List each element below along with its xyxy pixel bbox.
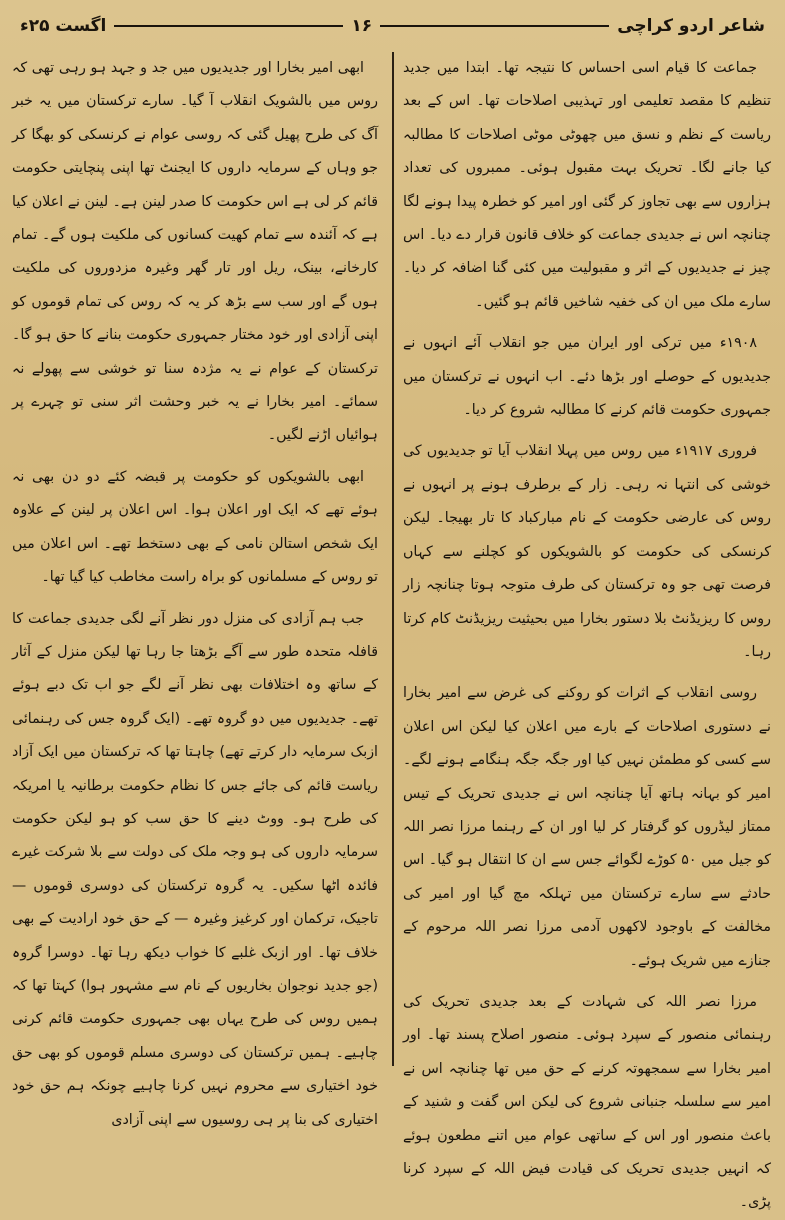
column-divider	[392, 52, 394, 1066]
header-rule	[380, 25, 609, 27]
paragraph: ابھی امیر بخارا اور جدیدیوں میں جد و جہد ہو رہی تھی کہ روس میں بالشویک انقلاب آ گیا۔ سارے ترکستان میں یہ خبر آگ کی طرح پھیل گئی کہ روسی عوام نے کرنسکی کو بھگا کر جو وہاں کے سرمایہ داروں کا ایجنٹ تھا اپنی پنچایتی حکومت قائم کر لی ہے اس حکومت کا صدر لینن ہے۔ لینن نے اعلان کیا ہے کہ آئندہ سے تمام کھیت کسانوں کی ملکیت ہوں گے۔ تمام کارخانے، بینک، ریل اور تار گھر وغیرہ مزدوروں کی ملکیت ہوں گے اور سب سے بڑھ کر یہ کہ روس کی تمام قوموں کو اپنی آزادی اور خود مختار جمہوری حکومت بنانے کا حق ہو گا۔ ترکستان کے عوام نے یہ مژدہ سنا تو خوشی سے پھولے نہ سمائے۔ امیر بخارا نے یہ خبر وحشت اثر سنی تو چہرے پر ہوائیاں اڑنے لگیں۔	[12, 60, 378, 444]
left-column	[12, 52, 378, 1128]
paragraph: جماعت کا قیام اسی احساس کا نتیجہ تھا۔ ابتدا میں جدید تنظیم کا مقصد تعلیمی اور تہذیبی اصلاحات تھا۔ اس کے بعد ریاست کے نظم و نسق میں چھوٹی موٹی اصلاحات کا مطالبہ کیا جانے لگا۔ تحریک بہت مقبول ہوئی۔ ممبروں کی تعداد ہزاروں سے بھی تجاوز کر گئی اور امیر کو خطرہ پیدا ہونے لگا چنانچہ اس نے جدیدی جماعت کو خلاف قانون قرار دے دیا۔ اس چیز نے جدیدیوں کے اثر و مقبولیت میں کئی گنا اضافہ کر دیا۔ سارے ملک میں ان کی خفیہ شاخیں قائم ہو گئیں۔	[403, 60, 771, 310]
paragraph: ابھی بالشویکوں کو حکومت پر قبضہ کئے دو دن بھی نہ ہوئے تھے کہ ایک اور اعلان ہوا۔ اس اعلان پر لینن کے علاوہ ایک شخص استالن نامی کے بھی دستخط تھے۔ اس اعلان میں تو روس کے مسلمانوں کو براہ راست مخاطب کیا گیا تھا۔	[12, 468, 378, 586]
paragraph: ۱۹۰۸ء میں ترکی اور ایران میں جو انقلاب آئے انہوں نے جدیدیوں کے حوصلے اور بڑھا دئے۔ اب انہوں نے ترکستان میں جمہوری حکومت قائم کرنے کا مطالبہ شروع کر دیا۔	[403, 335, 771, 419]
page-header	[20, 8, 765, 44]
paragraph: جب ہم آزادی کی منزل دور نظر آنے لگی جدیدی جماعت کا قافلہ متحدہ طور سے آگے بڑھتا جا رہا تھا لیکن منزل کے آثار کے ساتھ وہ اختلافات بھی نظر آنے لگے جو اب تک دبے ہوئے تھے۔ جدیدیوں میں دو گروہ تھے۔ (ایک گروہ جس کی رہنمائی ازبک سرمایہ دار کرتے تھے) چاہتا تھا کہ ترکستان میں ایک آزاد ریاست قائم کی جائے جس کا نظام حکومت برطانیہ یا امریکہ کی طرح ہو۔ ووٹ دینے کا حق سب کو ہو لیکن حکومت سرمایہ داروں کی ہو وجہ ملک کی دولت سے بلا شرکت غیرے فائدہ اٹھا سکیں۔ یہ گروہ ترکستان کی دوسری قوموں — تاجیک، ترکمان اور کرغیز وغیرہ — کے حق خود ارادیت کے بھی خلاف تھا۔ اور ازبک غلبے کا خواب دیکھ رہا تھا۔ دوسرا گروہ (جو جدید نوجوان بخاریوں کے نام سے مشہور ہوا) کہتا تھا کہ ہمیں روس کی طرح یہاں بھی جمہوری حکومت قائم کرنی چاہیے۔ ہمیں ترکستان کی دوسری مسلم قوموں کو بھی حق خود اختیاری سے محروم نہیں کرنا چاہیے چونکہ ہم حق خود اختیاری کی بنا پر ہی روسیوں سے اپنی آزادی	[12, 610, 378, 1128]
issue-date: اگست ۲۵ء	[19, 16, 107, 36]
header-rule	[114, 25, 343, 27]
paragraph: مرزا نصر اللہ کی شہادت کے بعد جدیدی تحریک کی رہنمائی منصور کے سپرد ہوئی۔ منصور اصلاح پسند تھا۔ اور امیر بخارا سے سمجھوتہ کرنے کے حق میں تھا چنانچہ اس نے امیر سے سلسلہ جنبانی شروع کی لیکن اس گفت و شنید کے باعث منصور اور اس کے ساتھی عوام میں اتنے مطعون ہوئے کہ انہیں جدیدی تحریک کی قیادت فیض اللہ کے سپرد کرنا پڑی۔	[403, 993, 771, 1211]
paragraph: روسی انقلاب کے اثرات کو روکنے کی غرض سے امیر بخارا نے دستوری اصلاحات کے بارے میں اعلان کیا لیکن اس اعلان سے کسی کو مطمئن نہیں کیا اور جگہ جگہ ہنگامے ہونے لگے۔ امیر کو بہانہ ہاتھ آیا چنانچہ اس نے جدیدی تحریک کے تیس ممتاز لیڈروں کو گرفتار کر لیا اور ان کے رہنما مرزا نصر اللہ کو جیل میں ۵۰ کوڑے لگوائے جس سے ان کا انتقال ہو گیا۔ اس حادثے سے سارے ترکستان میں تہلکہ مچ گیا اور امیر کی مخالفت کے باوجود لاکھوں آدمی مرزا نصر اللہ مرحوم کے جنازے میں شریک ہوئے۔	[403, 685, 771, 969]
paragraph: فروری ۱۹۱۷ء میں روس میں پہلا انقلاب آیا تو جدیدیوں کی خوشی کی انتہا نہ رہی۔ زار کے برطرف ہونے پر انہوں نے روس کی عارضی حکومت کے نام مبارکباد کا تار بھیجا۔ لیکن کرنسکی کی حکومت کو بالشویکوں کو کچلنے سے کہاں فرصت تھی جو وہ ترکستان کی طرف متوجہ ہوتا چنانچہ زار روس کا ریزیڈنٹ بلا دستور بخارا میں بحیثیت ریزیڈنٹ کام کرتا رہا۔	[403, 443, 771, 660]
page-number: ۱۶	[351, 16, 373, 36]
right-column	[403, 52, 771, 1211]
magazine-title: شاعر اردو کراچی	[617, 16, 765, 36]
